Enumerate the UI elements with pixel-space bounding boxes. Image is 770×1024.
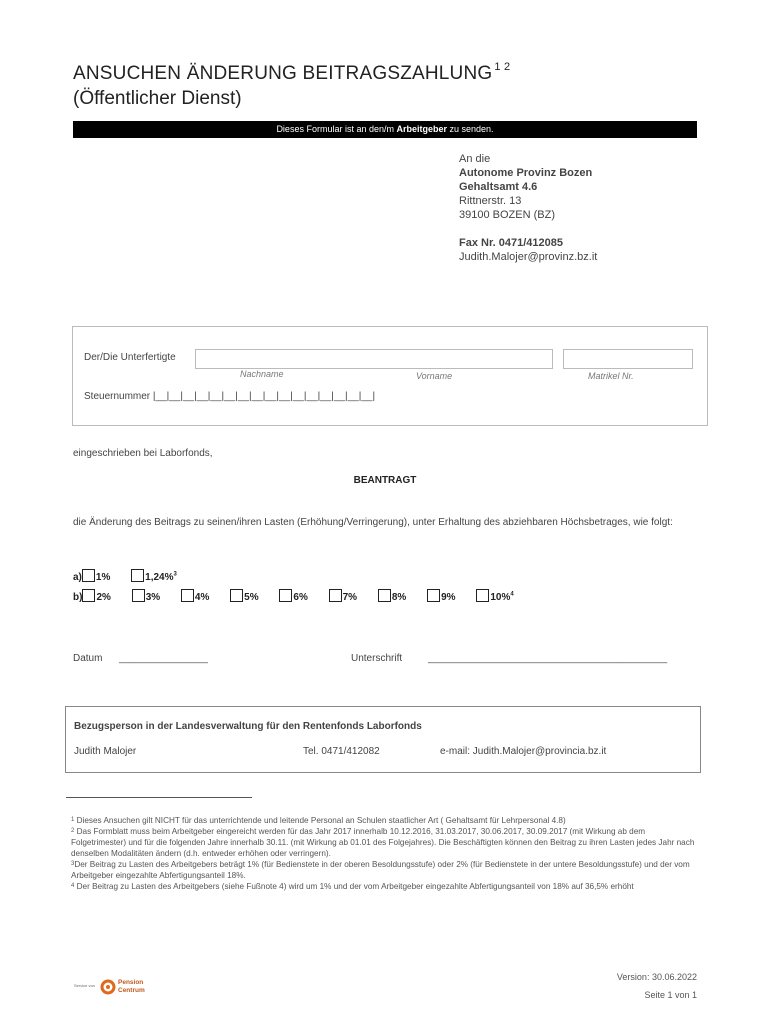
footnote-2: $^2$ Das Formblatt muss beim Arbeitgeber eingereicht werden für das Jahr 2017 innerhalb 10.12.2016, 31.03.2017, 30.06.2017, 30.09.2017 (mit Wirkung ab dem Folgetrimester) und für die folgenden Jahre innerhalb 30.11. (mit Wirkung ab 01.01 des Folgejahres). Die Beschäftigten können den Beitrag zu ihren Lasten jedes Jahr nach denselben Modalitäten ändern (d.h. entweder erhöhen oder verringern). bbox=[71, 827, 695, 858]
title-footnote-refs: 1 2 bbox=[494, 61, 511, 73]
logo-text: Pension Centrum bbox=[118, 979, 145, 994]
document-title: ANSUCHEN ÄNDERUNG BEITRAGSZAHLUNG $^{1 2}$ bbox=[73, 61, 511, 84]
checkbox-5-percent[interactable] bbox=[230, 589, 243, 602]
address-line: Autonome Provinz Bozen bbox=[459, 167, 593, 179]
option-row-a: a) 1% 1,24%$^3$ bbox=[73, 569, 177, 583]
applicant-label: Der/Die Unterfertigte bbox=[84, 352, 176, 363]
footnote-1: $^1$ Dieses Ansuchen gilt NICHT für das unterrichtende und leitende Personal an Schulen staatlicher Art ( Gehaltsamt für Lehrpersonal 4.8) bbox=[71, 816, 566, 825]
pension-centrum-logo-icon bbox=[100, 979, 116, 995]
checkbox-4-percent[interactable] bbox=[181, 589, 194, 602]
address-line: Gehaltsamt 4.6 bbox=[459, 181, 538, 193]
checkbox-9-percent[interactable] bbox=[427, 589, 440, 602]
contact-email: e-mail: Judith.Malojer@provincia.bz.it bbox=[440, 746, 607, 757]
footnotes bbox=[71, 815, 699, 892]
signature-field[interactable]: ___________________________________________ bbox=[428, 653, 668, 664]
fax-number: Fax Nr. 0471/412085 bbox=[459, 237, 563, 249]
footnote-3: $^3$Der Beitrag zu Lasten des Arbeitgebers beträgt 1% (für Bedienstete in der oberen Besoldungsstufe) oder 2% (für Bedienstete in der untere Besoldungsstufe) und der vom Arbeitgeber eingezahlte Abfertigungsanteil 18%. bbox=[71, 860, 690, 880]
request-paragraph: die Änderung des Beitrags zu seinen/ihren Lasten (Erhöhung/Verringerung), unter Erhaltung des abziehbaren Höchsbetrages, wie folgt: bbox=[73, 517, 673, 528]
version-label: Version: 30.06.2022 bbox=[616, 972, 697, 982]
footnote-4: $^4$ Der Beitrag zu Lasten des Arbeitgebers (siehe Fußnote 4) wird um 1% und der vom Arbeitgeber eingezahlte Abfertigungsanteil von 18% auf 36,5% erhöht bbox=[71, 882, 634, 891]
checkbox-10-percent[interactable] bbox=[476, 589, 489, 602]
address-line: An die bbox=[459, 153, 491, 165]
checkbox-1-24-percent[interactable] bbox=[131, 569, 144, 582]
checkbox-2-percent[interactable] bbox=[82, 589, 95, 602]
checkbox-3-percent[interactable] bbox=[132, 589, 145, 602]
date-field[interactable]: ________________ bbox=[119, 653, 208, 664]
recipient-address bbox=[459, 152, 597, 264]
contact-title: Bezugsperson in der Landesverwaltung für den Rentenfonds Laborfonds bbox=[74, 721, 422, 732]
matrikel-input[interactable] bbox=[563, 349, 693, 369]
address-line: Rittnerstr. 13 bbox=[459, 195, 522, 207]
checkbox-8-percent[interactable] bbox=[378, 589, 391, 602]
matrikel-caption: Matrikel Nr. bbox=[588, 371, 634, 381]
page-number: Seite 1 von 1 bbox=[644, 990, 697, 1000]
document-subtitle: (Öffentlicher Dienst) bbox=[73, 88, 242, 109]
checkbox-1-percent[interactable] bbox=[82, 569, 95, 582]
name-input[interactable] bbox=[195, 349, 553, 369]
applicant-box bbox=[72, 326, 708, 426]
signature-label: Unterschrift bbox=[351, 653, 403, 664]
date-label: Datum bbox=[73, 653, 103, 664]
footnote-divider bbox=[66, 797, 252, 798]
registered-text: eingeschrieben bei Laborfonds, bbox=[73, 448, 213, 459]
logo-caption: Service von bbox=[74, 983, 95, 988]
tax-number-row: Steuernummer |__|__|__|__|__|__|__|__|__|__|__|__|__|__|__|__| bbox=[84, 391, 376, 402]
option-row-b: b) 2% 3% 4% 5% 6% 7% 8% 9% 10%$^4$ bbox=[73, 589, 514, 603]
recipient-email: Judith.Malojer@provinz.bz.it bbox=[459, 251, 598, 263]
address-line: 39100 BOZEN (BZ) bbox=[459, 209, 555, 221]
contact-box bbox=[65, 706, 701, 773]
contact-tel: Tel. 0471/412082 bbox=[303, 746, 380, 757]
vorname-caption: Vorname bbox=[416, 371, 453, 381]
nachname-caption: Nachname bbox=[240, 369, 284, 379]
request-heading: BEANTRAGT bbox=[353, 475, 417, 486]
instruction-banner: Dieses Formular ist an den/m Arbeitgeber zu senden. bbox=[73, 121, 697, 138]
checkbox-7-percent[interactable] bbox=[329, 589, 342, 602]
checkbox-6-percent[interactable] bbox=[279, 589, 292, 602]
tax-number-input[interactable]: |__|__|__|__|__|__|__|__|__|__|__|__|__|__|__|__| bbox=[152, 391, 376, 402]
contact-name: Judith Malojer bbox=[74, 746, 137, 757]
